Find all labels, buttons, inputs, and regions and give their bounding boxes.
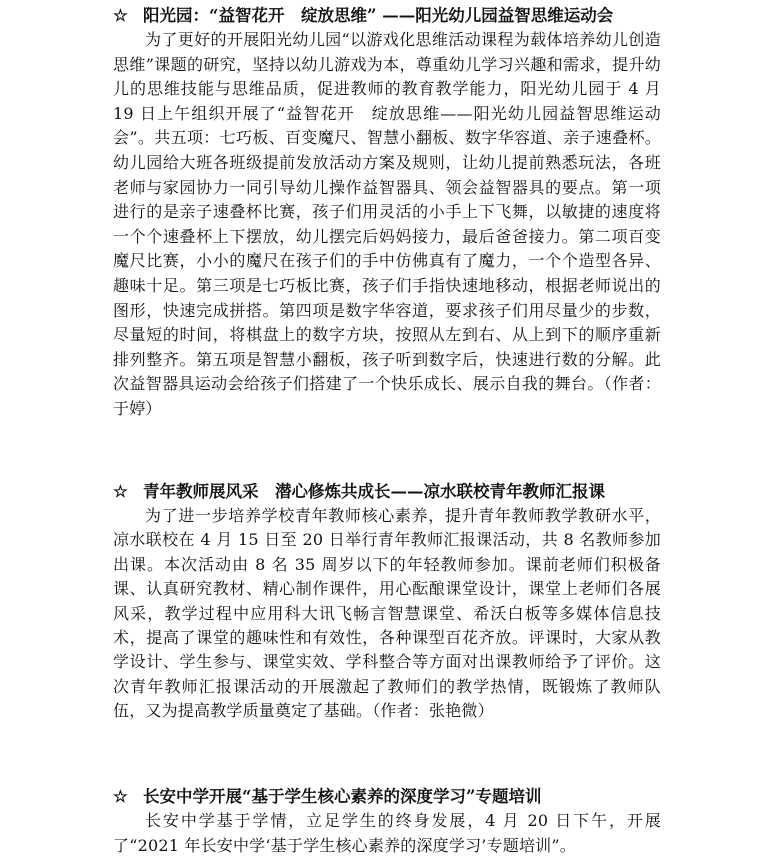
- article-changan: [113, 785, 661, 858]
- article-heading: [113, 480, 661, 504]
- article-heading: [113, 4, 661, 28]
- article-body: 为了更好的开展阳光幼儿园“以游戏化思维活动课程为载体培养幼儿创造思维”课题的研究，坚持以幼儿游戏为本，尊重幼儿学习兴趣和需求，提升幼儿的思维技能与思维品质，促进教师的教育教学能力，阳光幼儿园于 4 月 19 日上午组织开展了“益智花开 绽放思维——阳光幼儿园益智思维运动会”。共五项：七巧板、百变魔尺、智慧小翻板、数字华容道、亲子速叠杯。幼儿园给大班各班级提前发放活动方案及规则，让幼儿提前熟悉玩法，各班老师与家园协力一同引导幼儿操作益智器具、领会益智器具的要点。第一项进行的是亲子速叠杯比赛，孩子们用灵活的小手上下飞舞，以敏捷的速度将一个个速叠杯上下摆放，幼儿摆完后妈妈接力，最后爸爸接力。第二项百变魔尺比赛，小小的魔尺在孩子们的手中仿佛真有了魔力，一个个造型各异、趣味十足。第三项是七巧板比赛，孩子们手指快速地移动，根据老师说出的图形，快速完成拼搭。第四项是数字华容道，要求孩子们用尽量少的步数，尽量短的时间，将棋盘上的数字方块，按照从左到右、从上到下的顺序重新排列整齐。第五项是智慧小翻板，孩子听到数字后，快速进行数的分解。此次益智器具运动会给孩子们搭建了一个快乐成长、展示自我的舞台。（作者：于婷）: [113, 30, 661, 418]
- article-body: 长安中学基于学情，立足学生的终身发展，4 月 20 日下午，开展了“2021 年长安中学‘基于学生核心素养的深度学习’专题培训”。: [113, 811, 661, 855]
- article-body: 为了进一步培养学校青年教师核心素养，提升青年教师教学教研水平，凉水联校在 4 月 15 日至 20 日举行青年教师汇报课活动，共 8 名教师参加出课。本次活动由 8 名 35 周岁以下的年轻教师参加。课前老师们积极备课、认真研究教材、精心制作课件，用心酝酿课堂设计，课堂上老师们各展风采，教学过程中应用科大讯飞畅言智慧课堂、希沃白板等多媒体信息技术，提高了课堂的趣味性和有效性，各种课型百花齐放。评课时，大家从教学设计、学生参与、课堂实效、学科整合等方面对出课教师给予了评价。这次青年教师汇报课活动的开展激起了教师们的教学热情，既锻炼了教师队伍，又为提高教学质量奠定了基础。（作者：张艳微）: [113, 506, 661, 721]
- article-heading: [113, 785, 661, 809]
- article-yangguang: [113, 4, 661, 422]
- star-icon: ☆: [113, 787, 128, 806]
- article-title: 长安中学开展“基于学生核心素养的深度学习”专题培训: [143, 787, 542, 806]
- article-title: 阳光园：“益智花开 绽放思维” ——阳光幼儿园益智思维运动会: [143, 6, 614, 25]
- star-icon: ☆: [113, 6, 128, 25]
- star-icon: ☆: [113, 482, 128, 501]
- article-title: 青年教师展风采 潜心修炼共成长——凉水联校青年教师汇报课: [143, 482, 605, 501]
- article-liangshui: [113, 480, 661, 724]
